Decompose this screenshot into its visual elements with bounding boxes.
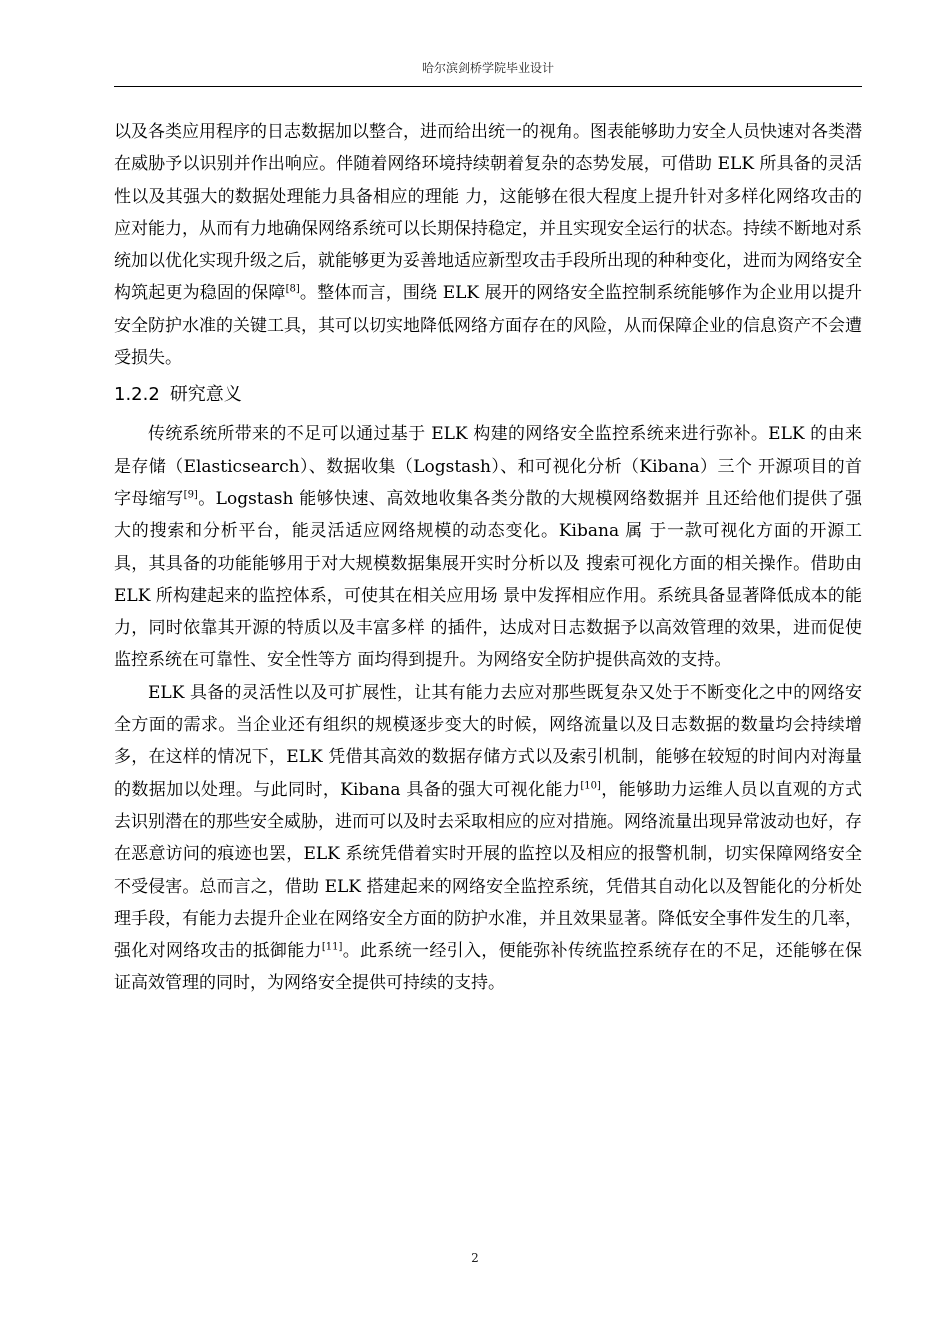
paragraph-2 [114,418,862,676]
paragraph-3-text-end: 。此系统一经引入，便能弥补传统监控系统存在的不足，还能够在保证高效管理的同时，为网络安全提供可持续的支持。 [114,941,863,994]
section-heading [114,380,862,410]
citation-11: [11] [321,941,343,953]
paragraph-3-text: ELK 具备的灵活性以及可扩展性，让其有能力去应对那些既复杂又处于不断变化之中的网络安全方面的需求。当企业还有组织的规模逐步变大的时候，网络流量以及日志数据的数量均会持续增多，在这样的情况下，ELK 凭借其高效的数据存储方式以及索引机制，能够在较短的时间内对海量的数据加以处理。与此同时，Kibana 具备的强大可视化能力 [114,682,862,800]
citation-9: [9] [183,489,198,501]
header-rule [114,86,862,87]
page-header: 哈尔滨剑桥学院毕业设计 [421,61,554,75]
section-title: 研究意义 [169,384,242,406]
paragraph-1-text: 以及各类应用程序的日志数据加以整合，进而给出统一的视角。图表能够助力安全人员快速对各类潜在威胁予以识别并作出响应。伴随着网络环境持续朝着复杂的态势发展，可借助 ELK 所具备的灵活性以及其强大的数据处理能力具备相应的理能 力，这能够在很大程度上提升针对多样化网络攻击的应对能力，从而有力地确保网络系统可以长期保持稳定，并且实现安全运行的状态。持续不断地对系统加以优化实现升级之后，就能够更为妥善地适应新型攻击手段所出现的种种变化，进而为网络安全构筑起更为稳固的保障 [114,122,862,304]
paragraph-1-text-cont: 。整体而言，围绕 ELK 展开的网络安全监控制系统能够作为企业用以提升安全防护水准的关键工具，其可以切实地降低网络方面存在的风险，从而保障企业的信息资产不会遭受损失。 [114,283,862,369]
page-number: 2 [471,1251,479,1265]
paragraph-2-text: 传统系统所带来的不足可以通过基于 ELK 构建的网络安全监控系统来进行弥补。ELK 的由来是存储（Elasticsearch）、数据收集（Logstash）、和可视化分析（Kibana）三个 开源项目的首字母缩写 [114,424,862,509]
document-body [114,116,862,1000]
paragraph-2-text-cont: 。Logstash 能够快速、高效地收集各类分散的大规模网络数据并 且还给他们提供了强大的搜索和分析平台，能灵活适应网络规模的动态变化。Kibana 属 于一款可视化方面的开源工具，其具备的功能能够用于对大规模数据集展开实时分析以及 搜索可视化方面的相关操作。借助由 ELK 所构建起来的监控体系，可使其在相关应用场 景中发挥相应作用。系统具备显著降低成本的能力，同时依靠其开源的特质以及丰富多样 的插件，达成对日志数据予以高效管理的效果，进而促使监控系统在可靠性、安全性等方 面均得到提升。为网络安全防护提供高效的支持。 [114,488,863,671]
paragraph-1 [114,116,862,374]
paragraph-3 [114,677,862,1000]
paragraph-3-text-cont: ，能够助力运维人员以直观的方式去识别潜在的那些安全威胁，进而可以及时去采取相应的应对措施。网络流量出现异常波动也好，存在恶意访问的痕迹也罢，ELK 系统凭借着实时开展的监控以及相应的报警机制，切实保障网络安全不受侵害。总而言之，借助 ELK 搭建起来的网络安全监控系统，凭借其自动化以及智能化的分析处理手段，有能力去提升企业在网络安全方面的防护水准，并且效果显著。降低安全事件发生的几率，强化对网络攻击的抵御能力 [114,779,862,962]
citation-8: [8] [285,283,300,295]
citation-10: [10] [580,779,601,791]
section-number: 1.2.2 [114,384,160,406]
